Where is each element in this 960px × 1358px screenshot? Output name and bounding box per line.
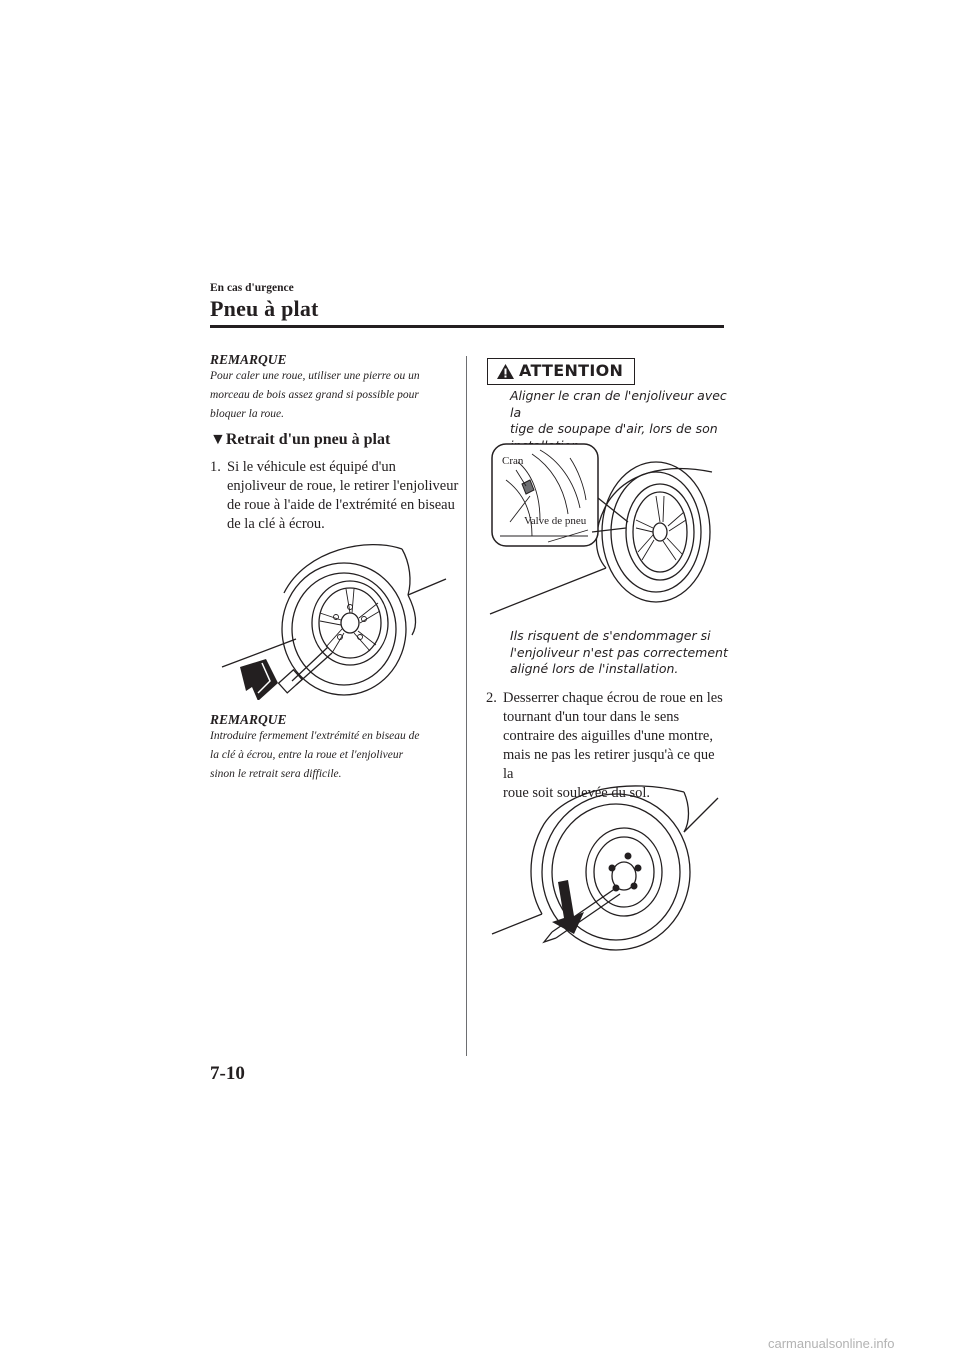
note-heading: REMARQUE bbox=[210, 712, 287, 727]
step-number: 2. bbox=[486, 690, 497, 706]
step-line: Si le véhicule est équipé d'un bbox=[227, 459, 396, 475]
section-label: En cas d'urgence bbox=[210, 282, 294, 294]
attention-after-text bbox=[510, 628, 730, 678]
attention-label: ATTENTION bbox=[519, 361, 624, 380]
step-line: tournant d'un tour dans le sens bbox=[503, 709, 680, 725]
step-line: de roue à l'aide de l'extrémité en biseau bbox=[227, 497, 455, 513]
note-line: bloquer la roue. bbox=[210, 408, 284, 420]
lug-nut-loosening-illustration bbox=[488, 772, 722, 952]
note-remarque-2 bbox=[210, 712, 460, 784]
page-title: Pneu à plat bbox=[210, 296, 319, 321]
step-line: de la clé à écrou. bbox=[227, 516, 325, 532]
attention-line: aligné lors de l'installation. bbox=[510, 661, 679, 676]
note-line: sinon le retrait sera difficile. bbox=[210, 768, 342, 780]
callout-valve: Valve de pneu bbox=[524, 515, 587, 527]
note-line: Pour caler une roue, utiliser une pierre ou un bbox=[210, 370, 420, 382]
hubcap-alignment-illustration bbox=[488, 440, 724, 618]
attention-line: Ils risquent de s'endommager si bbox=[510, 628, 711, 643]
attention-line: tige de soupape d'air, lors de son bbox=[510, 421, 718, 436]
title-rule bbox=[210, 325, 724, 328]
note-line: Introduire fermement l'extrémité en biseau de bbox=[210, 730, 420, 742]
attention-line: Aligner le cran de l'enjoliveur avec la bbox=[510, 388, 727, 420]
step-line: roue soit soulevée du sol. bbox=[503, 785, 650, 801]
subheading-text: Retrait d'un pneu à plat bbox=[225, 431, 391, 448]
watermark: carmanualsonline.info bbox=[768, 1336, 895, 1351]
step-number: 1. bbox=[210, 459, 221, 475]
subheading-retrait bbox=[210, 431, 390, 449]
note-line: la clé à écrou, entre la roue et l'enjoliveur bbox=[210, 749, 404, 761]
triangle-marker-icon: ▼ bbox=[210, 431, 226, 448]
step-1 bbox=[210, 458, 466, 534]
step-line: mais ne pas les retirer jusqu'à ce que la bbox=[503, 747, 715, 782]
page-number: 7-10 bbox=[210, 1063, 245, 1084]
hubcap-removal-illustration bbox=[218, 535, 452, 700]
note-line: morceau de bois assez grand si possible pour bbox=[210, 389, 419, 401]
warning-triangle-icon bbox=[496, 363, 515, 380]
step-line: enjoliveur de roue, le retirer l'enjoliveur bbox=[227, 478, 459, 494]
note-heading: REMARQUE bbox=[210, 352, 287, 367]
step-line: contraire des aiguilles d'une montre, bbox=[503, 728, 713, 744]
step-line: Desserrer chaque écrou de roue en les bbox=[503, 690, 723, 706]
note-remarque-1 bbox=[210, 352, 460, 424]
column-divider bbox=[466, 356, 467, 1056]
callout-cran: Cran bbox=[502, 455, 524, 467]
attention-line: l'enjoliveur n'est pas correctement bbox=[510, 644, 728, 660]
